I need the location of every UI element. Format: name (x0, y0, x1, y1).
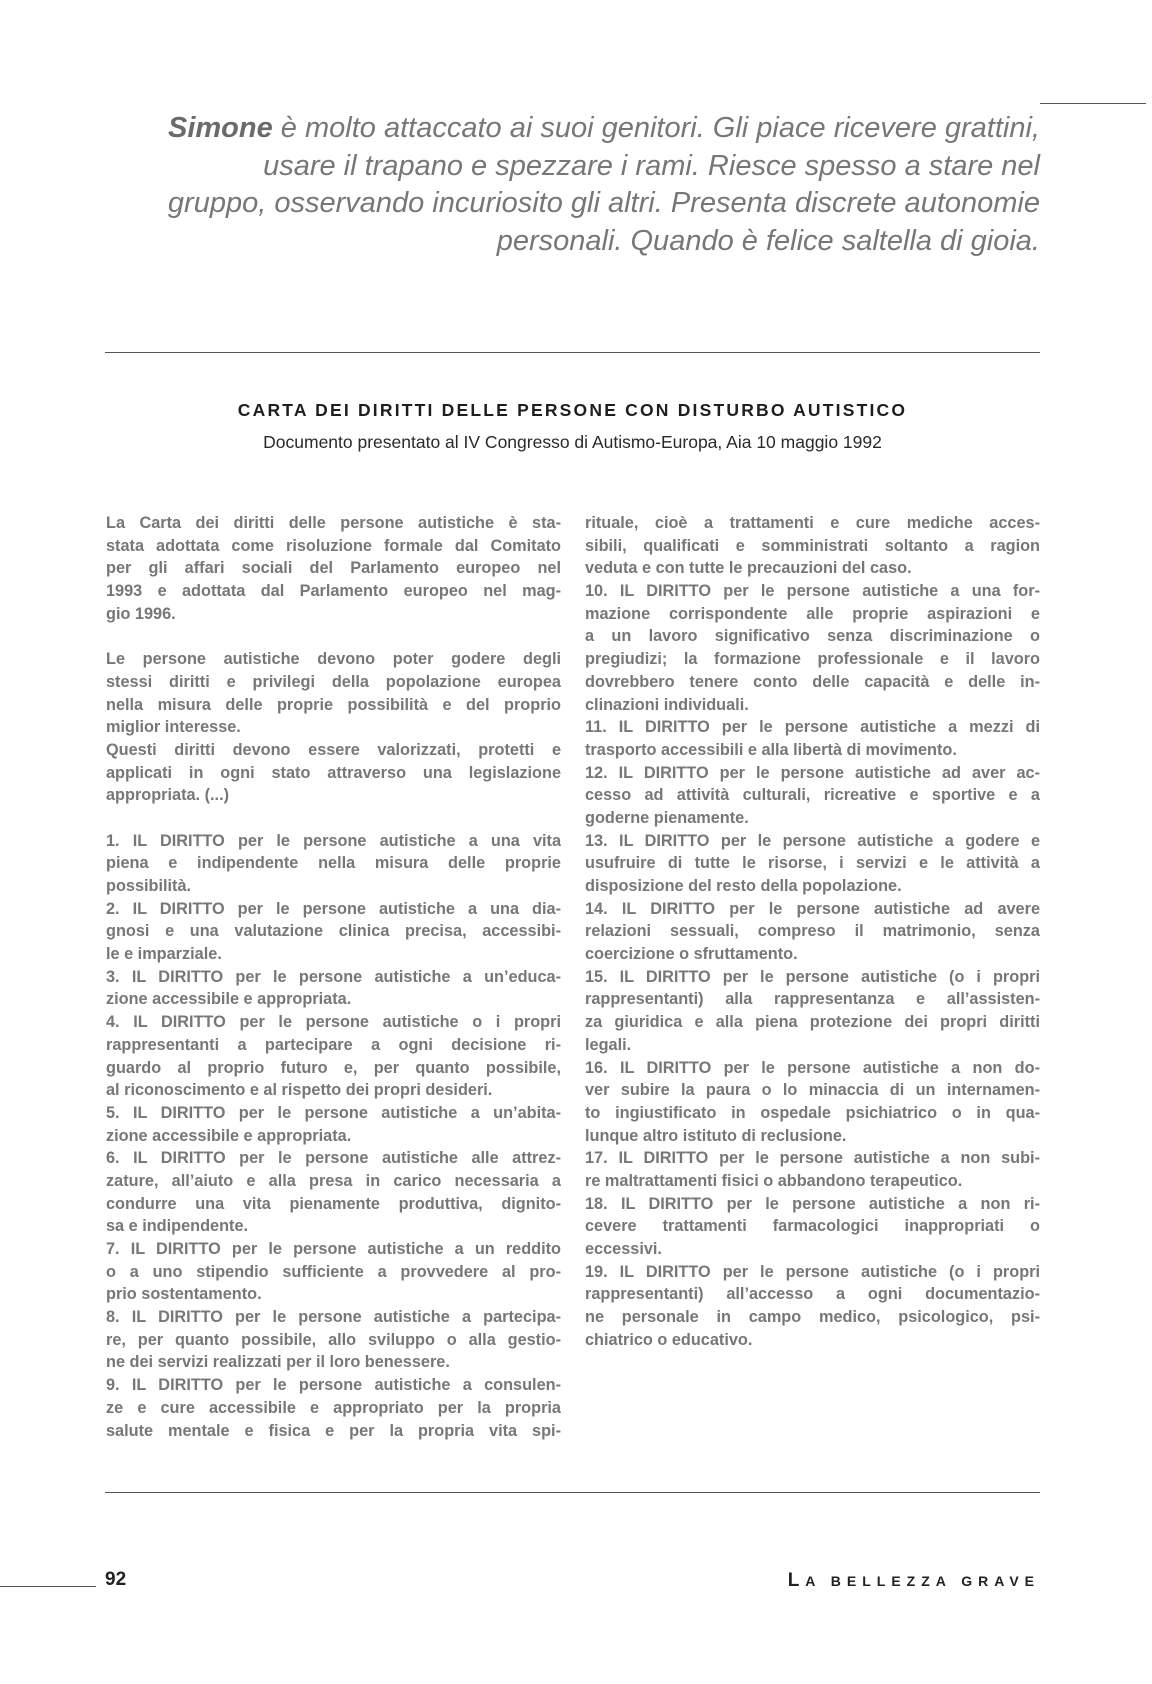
quote-line-2: usare il trapano e spezzare i rami. Riesce spesso a stare nel (263, 149, 1040, 182)
text-line: 5. IL DIRITTO per le persone autistiche a un’abita- (106, 1103, 561, 1122)
text-line: nella misura delle proprie possibilità e del proprio (106, 695, 561, 714)
text-line: sibili, qualificati e somministrati soltanto a ragion (585, 536, 1040, 555)
text-line: zione accessibile e appropriata. (106, 1126, 352, 1145)
text-line: 7. IL DIRITTO per le persone autistiche a un reddito (106, 1240, 561, 1258)
text-line: possibilità. (106, 877, 192, 895)
text-line: cevere trattamenti farmacologici inappropriati o (585, 1217, 1040, 1236)
text-line: o a uno stipendio sufficiente a provvedere al pro- (106, 1262, 561, 1281)
text-line: usufruire di tutte le risorse, i servizi e le attività a (585, 854, 1040, 873)
text-line: sa e indipendente. (106, 1217, 249, 1236)
text-line: 2. IL DIRITTO per le persone autistiche a una dia- (106, 899, 561, 918)
text-line: pregiudizi; la formazione professionale e il lavoro (585, 650, 1040, 669)
running-footer-text: A BELLEZZA GRAVE (805, 1573, 1040, 1589)
text-line: clinazioni individuali. (585, 695, 749, 714)
text-line: zature, all’aiuto e alla presa in carico necessaria a (106, 1171, 561, 1190)
paragraph-gap (106, 807, 561, 830)
quote-line-3: gruppo, osservando incuriosito gli altri. Presenta discrete autonomie (167, 187, 1040, 219)
text-line: rappresentanti) alla rappresentanza e all’assisten- (585, 990, 1040, 1009)
section-divider-bottom (105, 1492, 1040, 1493)
text-line: guardo al proprio futuro e, per quanto possibile, (106, 1058, 561, 1077)
text-line: eccessivi. (585, 1240, 662, 1258)
text-line: al riconoscimento e al rispetto dei propri desideri. (106, 1081, 493, 1100)
text-line: 1. IL DIRITTO per le persone autistiche a una vita (106, 831, 561, 850)
running-footer-initial: L (787, 1570, 806, 1591)
text-line: 8. IL DIRITTO per le persone autistiche a partecipa- (106, 1308, 561, 1327)
page-number: 92 (105, 1569, 127, 1590)
text-line: Le persone autistiche devono poter godere degli (106, 650, 561, 669)
text-line: trasporto accessibili e alla libertà di movimento. (585, 740, 957, 759)
text-line: zione accessibile e appropriata. (106, 990, 352, 1009)
text-line: 3. IL DIRITTO per le persone autistiche a un’educa- (106, 967, 561, 986)
text-line: lunque altro istituto di reclusione. (585, 1126, 847, 1145)
quote-line-4: personali. Quando è felice saltella di gioia. (496, 224, 1040, 257)
text-line: 12. IL DIRITTO per le persone autistiche ad aver ac- (585, 763, 1040, 782)
text-line: chiatrico o educativo. (585, 1330, 753, 1349)
text-line: veduta e con tutte le precauzioni del caso. (585, 559, 912, 578)
text-line: 1993 e adottata dal Parlamento europeo nel mag- (106, 582, 561, 601)
text-line: gio 1996. (106, 604, 176, 623)
text-line: 6. IL DIRITTO per le persone autistiche alle attrez- (106, 1149, 561, 1168)
text-line: 19. IL DIRITTO per le persone autistiche (o i propri (585, 1262, 1040, 1281)
text-line: goderne pienamente. (585, 808, 749, 827)
text-line: miglior interesse. (106, 718, 241, 737)
text-line: cesso ad attività culturali, ricreative e sportive e a (585, 786, 1040, 805)
corner-rule-top (1040, 103, 1146, 104)
text-line: 16. IL DIRITTO per le persone autistiche a non do- (585, 1058, 1040, 1077)
text-line: 9. IL DIRITTO per le persone autistiche a consulen- (106, 1376, 561, 1395)
text-line: prio sostentamento. (106, 1285, 262, 1304)
text-line: ne dei servizi realizzati per il loro benessere. (106, 1353, 450, 1372)
left-column (106, 512, 561, 1442)
text-line: rappresentanti a partecipare a ogni decisione ri- (106, 1035, 561, 1054)
text-line: dovrebbero tenere conto delle capacità e delle in- (585, 672, 1040, 691)
text-line: coercizione o sfruttamento. (585, 945, 798, 964)
text-line: condurre una vita pienamente produttiva, dignito- (106, 1194, 561, 1213)
text-line: 13. IL DIRITTO per le persone autistiche a godere e (585, 831, 1040, 850)
text-line: ver subire la paura o lo minaccia di un internamen- (585, 1081, 1040, 1100)
text-line: legali. (585, 1035, 632, 1054)
text-line: ze e cure accessibile e appropriato per la propria (106, 1398, 561, 1417)
text-line: rappresentanti) all’accesso a ogni documentazio- (585, 1285, 1040, 1304)
text-line: 17. IL DIRITTO per le persone autistiche a non subi- (585, 1149, 1040, 1168)
text-line: rituale, cioè a trattamenti e cure mediche acces- (585, 514, 1040, 532)
text-line: 4. IL DIRITTO per le persone autistiche o i propri (106, 1013, 561, 1032)
text-line: 10. IL DIRITTO per le persone autistiche a una for- (585, 582, 1040, 601)
paragraph-gap (106, 625, 561, 648)
text-line: re, per quanto possibile, allo sviluppo o alla gestio- (106, 1330, 561, 1349)
text-line: to ingiustificato in ospedale psichiatrico o in qua- (585, 1103, 1040, 1122)
text-line: 11. IL DIRITTO per le persone autistiche a mezzi di (585, 718, 1040, 737)
text-line: 18. IL DIRITTO per le persone autistiche a non ri- (585, 1194, 1040, 1213)
text-line: 14. IL DIRITTO per le persone autistiche ad avere (585, 899, 1040, 918)
text-line: stessi diritti e privilegi della popolazione europea (106, 672, 561, 691)
text-line: disposizione del resto della popolazione. (585, 877, 902, 895)
corner-rule-bottom (0, 1586, 96, 1587)
text-line: 15. IL DIRITTO per le persone autistiche (o i propri (585, 967, 1040, 986)
text-line: La Carta dei diritti delle persone autistiche è sta- (106, 514, 561, 532)
text-line: appropriata. (...) (106, 786, 230, 805)
right-column (585, 512, 1040, 1351)
text-line: gnosi e una valutazione clinica precisa, accessibi- (106, 922, 561, 941)
text-line: mazione corrispondente alle proprie aspirazioni e (585, 604, 1040, 623)
text-line: per gli affari sociali del Parlamento europeo nel (106, 559, 561, 578)
quote-line-1 (105, 110, 1040, 148)
pull-quote (105, 110, 1040, 260)
quote-line-1-text: è molto attaccato ai suoi genitori. Gli piace ricevere grattini, (272, 112, 1040, 144)
text-line: salute mentale e fisica e per la propria vita spi- (106, 1421, 561, 1440)
quote-name: Simone (167, 112, 273, 144)
text-line: piena e indipendente nella misura delle proprie (106, 854, 561, 873)
text-line: Questi diritti devono essere valorizzati, protetti e (106, 740, 561, 759)
section-title: CARTA DEI DIRITTI DELLE PERSONE CON DISTURBO AUTISTICO (237, 400, 908, 420)
text-line: le e imparziale. (106, 945, 222, 964)
text-line: relazioni sessuali, compreso il matrimonio, senza (585, 922, 1040, 941)
text-line: ne personale in campo medico, psicologico, psi- (585, 1308, 1040, 1327)
text-line: a un lavoro significativo senza discriminazione o (585, 627, 1040, 646)
section-divider-top (105, 352, 1040, 353)
running-footer (788, 1570, 1040, 1592)
section-subtitle: Documento presentato al IV Congresso di Autismo-Europa, Aia 10 maggio 1992 (263, 432, 882, 452)
text-line: applicati in ogni stato attraverso una legislazione (106, 763, 561, 782)
text-line: re maltrattamenti fisici o abbandono terapeutico. (585, 1171, 963, 1190)
text-line: za giuridica e alla piena protezione dei propri diritti (585, 1013, 1040, 1032)
text-line: stata adottata come risoluzione formale dal Comitato (106, 536, 561, 555)
